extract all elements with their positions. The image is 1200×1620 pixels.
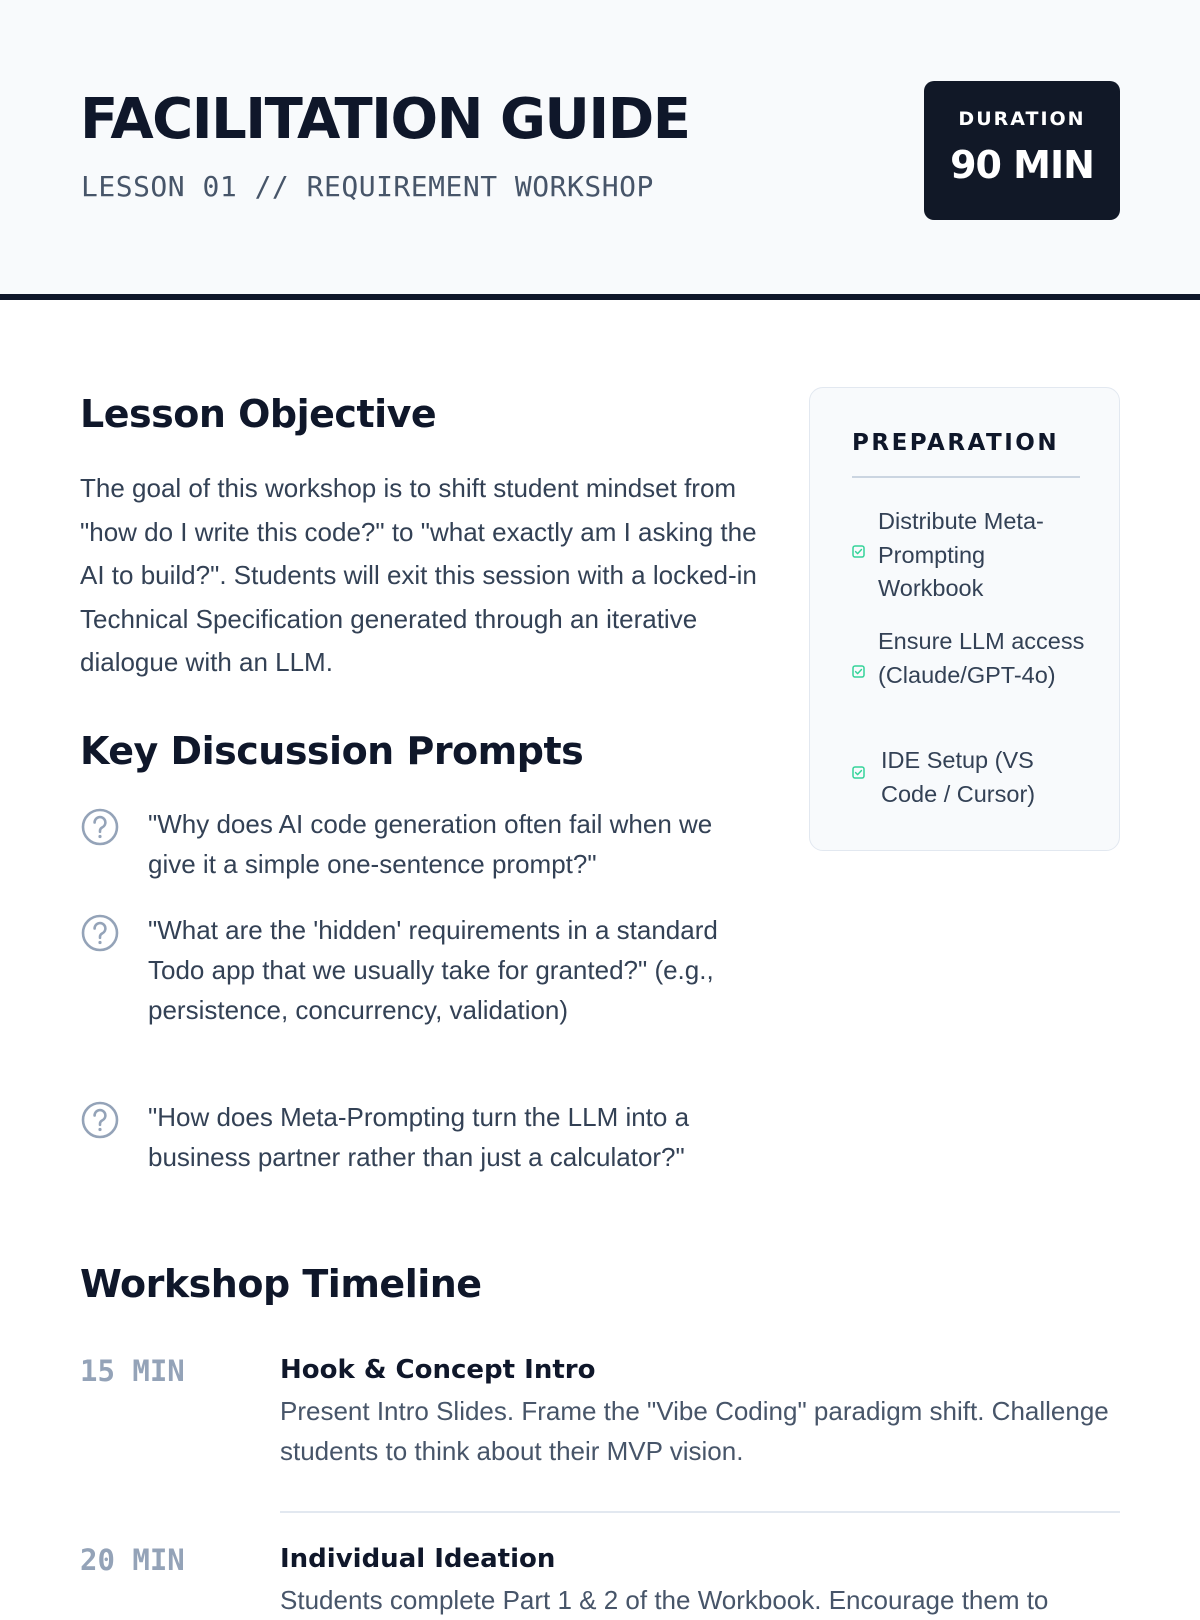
- preparation-item-text: Distribute Meta-Prompting Workbook: [878, 508, 1044, 601]
- duration-label: DURATION: [958, 108, 1086, 130]
- timeline-time: 20 MIN: [80, 1543, 185, 1577]
- question-circle-icon: [80, 1100, 120, 1140]
- timeline-heading: Workshop Timeline: [80, 1262, 482, 1306]
- page-subtitle: LESSON 01 // REQUIREMENT WORKSHOP: [81, 170, 654, 203]
- objective-heading: Lesson Objective: [80, 392, 437, 436]
- prompt-text: "How does Meta-Prompting turn the LLM into a business partner rather than just a calculator?": [148, 1102, 690, 1172]
- timeline-item-description: Students complete Part 1 & 2 of the Workbook. Encourage them to: [280, 1585, 1049, 1615]
- checkbox-icon: [852, 665, 865, 678]
- prompt-text: "What are the 'hidden' requirements in a standard Todo app that we usually take for granted?" (e.g., persistence, concurrency, validation): [148, 915, 718, 1025]
- preparation-divider: [852, 476, 1080, 478]
- preparation-title: PREPARATION: [852, 430, 1060, 456]
- duration-badge: [924, 81, 1120, 220]
- page-header: [0, 0, 1200, 300]
- timeline-item-title: Individual Ideation: [280, 1544, 556, 1574]
- timeline-item-title: Hook & Concept Intro: [280, 1355, 596, 1385]
- prompts-heading: Key Discussion Prompts: [80, 729, 584, 773]
- checkbox-icon: [852, 545, 865, 558]
- prompt-text: "Why does AI code generation often fail when we give it a simple one-sentence prompt?": [148, 809, 713, 879]
- timeline-divider: [280, 1511, 1120, 1513]
- objective-text: The goal of this workshop is to shift student mindset from "how do I write this code?" to "what exactly am I asking the AI to build?". Students will exit this session with a locked-in Technical Specification generated through an iterative dialogue with an LLM.: [80, 473, 757, 677]
- timeline-time: 15 MIN: [80, 1354, 185, 1388]
- timeline-item-description: Present Intro Slides. Frame the "Vibe Coding" paradigm shift. Challenge students to think about their MVP vision.: [280, 1396, 1109, 1466]
- preparation-card: [809, 387, 1120, 851]
- question-circle-icon: [80, 807, 120, 847]
- duration-value: 90 MIN: [950, 143, 1094, 187]
- preparation-item-text: Ensure LLM access (Claude/GPT-4o): [878, 628, 1085, 688]
- preparation-item-text: IDE Setup (VS Code / Cursor): [881, 747, 1036, 807]
- checkbox-icon: [852, 766, 865, 779]
- question-circle-icon: [80, 913, 120, 953]
- page-title: FACILITATION GUIDE: [80, 87, 690, 152]
